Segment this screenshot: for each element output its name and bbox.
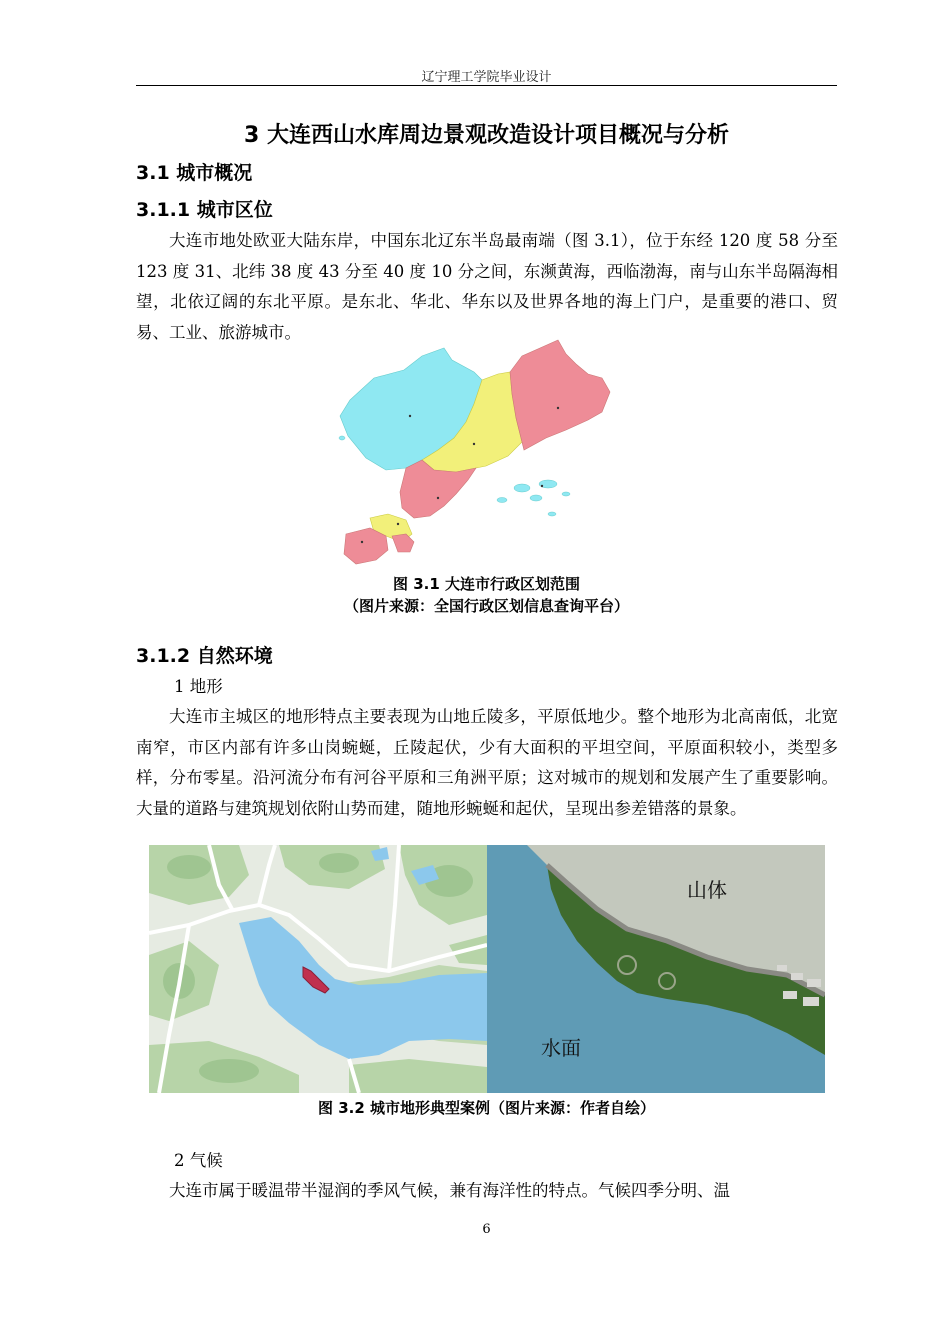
page-number: 6 [482,1222,491,1237]
label-water: 水面 [541,1036,581,1060]
terrain-map [149,845,487,1093]
label-mountain: 山体 [687,878,727,902]
subheading-climate: 2 气候 [174,1151,223,1170]
figure-3-1-caption: 图 3.1 大连市行政区划范围 [392,575,581,593]
header-rule [136,85,837,86]
section-heading-3-1-2: 3.1.2 自然环境 [136,645,273,667]
figure-3-1-source: （图片来源：全国行政区划信息查询平台） [343,597,629,615]
paragraph-terrain: 大连市主城区的地形特点主要表现为山地丘陵多，平原低地少。整个地形为北高南低，北宽南窄，市区内部有许多山岗蜿蜒，丘陵起伏，少有大面积的平坦空间，平原面积较小，类型多样，分布零星。沿河流分布有河谷平原和三角洲平原；这对城市的规划和发展产生了重要影响。大量的道路与建筑规划依附山势而建，随地形蜿蜒和起伏，呈现出参差错落的景象。 [136,707,838,818]
subheading-terrain: 1 地形 [174,677,223,696]
paragraph-location: 大连市地处欧亚大陆东岸，中国东北辽东半岛最南端（图 3.1），位于东经 120 度 58 分至 123 度 31、北纬 38 度 43 分至 40 度 10 分之间，东濒黄海，西临渤海，南与山东半岛隔海相望，北依辽阔的东北平原。是东北、华北、华东以及世界各地的海上门户，是重要的港口、贸易、工业、旅游城市。 [136,231,838,342]
page-header: 辽宁理工学院毕业设计 [421,70,552,85]
section-heading-3-1: 3.1 城市概况 [136,162,253,184]
dalian-district-map [326,338,644,570]
chapter-title: 3 大连西山水库周边景观改造设计项目概况与分析 [244,123,729,148]
aerial-photo [487,845,825,1093]
paragraph-climate: 大连市属于暖温带半湿润的季风气候，兼有海洋性的特点。气候四季分明、温 [169,1181,730,1200]
section-heading-3-1-1: 3.1.1 城市区位 [136,199,273,221]
figure-3-2-caption: 图 3.2 城市地形典型案例（图片来源：作者自绘） [317,1099,656,1117]
